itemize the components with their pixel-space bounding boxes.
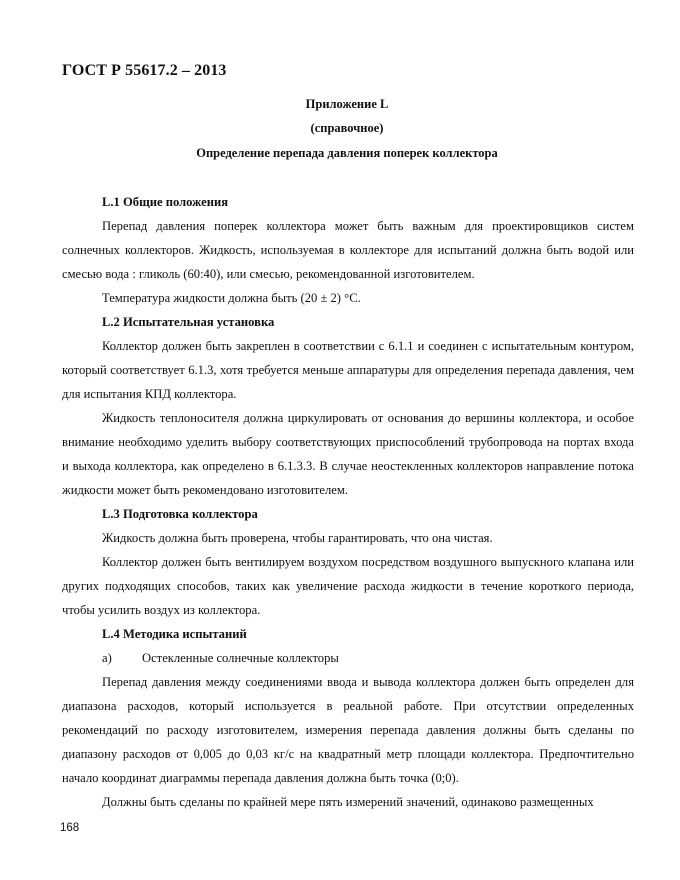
paragraph: Жидкость теплоносителя должна циркулировать от основания до вершины коллектора, и особое внимание необходимо уделить выбору соответствующих приспособлений трубопровода на портах входа и выхода коллектора, как определено в 6.1.3.3. В случае неостекленных коллекторов направление потока жидкости может быть рекомендовано изготовителем. [62, 411, 634, 497]
section-heading: L.2 Испытательная установка [102, 315, 275, 329]
body-text [62, 190, 634, 814]
paragraph: Коллектор должен быть закреплен в соответствии с 6.1.1 и соединен с испытательным контуром, который соответствует 6.1.3, хотя требуется меньше аппаратуры для определения перепада давления, чем для испытания КПД коллектора. [62, 339, 634, 401]
paragraph: Должны быть сделаны по крайней мере пять измерений значений, одинаково размещенных [102, 795, 594, 809]
paragraph: Перепад давления поперек коллектора может быть важным для проектировщиков систем солнечных коллекторов. Жидкость, используемая в коллекторе для испытаний должна быть водой или смесью вода : гликоль (60:40), или смесью, рекомендованной изготовителем. [62, 219, 634, 281]
paragraph: Жидкость должна быть проверена, чтобы гарантировать, что она чистая. [102, 531, 493, 545]
section-heading: L.3 Подготовка коллектора [102, 507, 258, 521]
appendix-heading: Определение перепада давления поперек коллектора [196, 146, 498, 160]
paragraph: Перепад давления между соединениями ввода и вывода коллектора должен быть определен для диапазона расходов, который используется в реальной работе. При отсутствии определенных рекомендаций по расходу изготовителем, измерения перепада давления должны быть сделаны по диапазону расходов от 0,005 до 0,03 кг/с на квадратный метр площади коллектора. Предпочтительно начало координат диаграммы перепада давления должна быть точка (0;0). [62, 675, 634, 785]
list-item [62, 646, 634, 670]
list-item-marker: а) [102, 651, 112, 665]
appendix-type: (справочное) [310, 121, 384, 135]
section-heading: L.1 Общие положения [102, 195, 229, 209]
section-heading: L.4 Методика испытаний [102, 627, 247, 641]
paragraph: Коллектор должен быть вентилируем воздухом посредством воздушного выпускного клапана или других подходящих способов, таких как увеличение расхода жидкости в течение короткого периода, чтобы усилить воздух из коллектора. [62, 555, 634, 617]
list-item-text: Остекленные солнечные коллекторы [142, 651, 339, 665]
appendix-title: Приложение L [305, 97, 389, 111]
standard-code: ГОСТ Р 55617.2 – 2013 [62, 62, 227, 79]
page-number: 168 [60, 822, 80, 834]
paragraph: Температура жидкости должна быть (20 ± 2) °С. [102, 291, 361, 305]
